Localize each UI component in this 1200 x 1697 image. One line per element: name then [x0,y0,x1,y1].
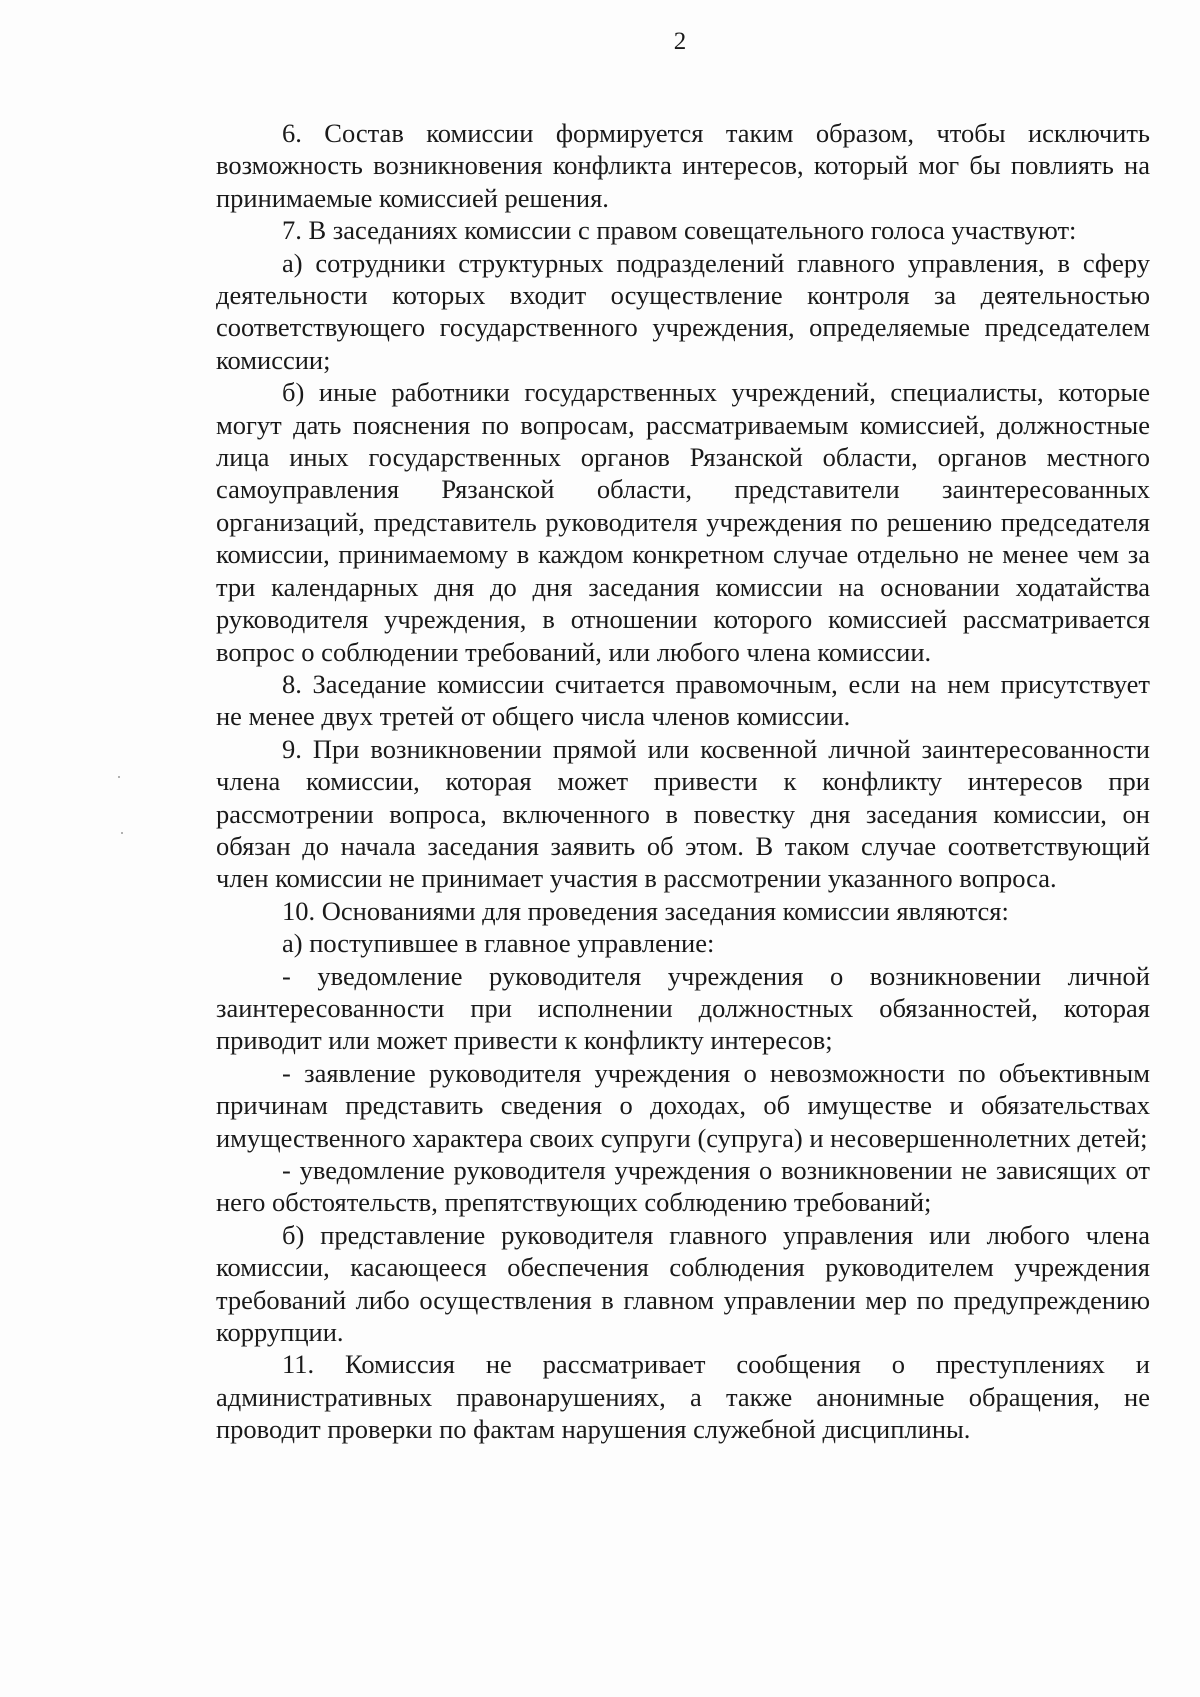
scan-speck [121,832,123,834]
paragraph-10a: а) поступившее в главное управление: [282,928,715,959]
paragraph-8: 8. Заседание комиссии считается правомочным, если на нем присутствует не менее двух третей от общего числа членов комиссии. [216,668,1150,732]
paragraph-7: 7. В заседаниях комиссии с правом совещательного голоса участвуют: [282,215,1077,246]
paragraph-9: 9. При возникновении прямой или косвенной личной заинтересованности члена комиссии, которая может привести к конфликту интересов при рассмотрении вопроса, включенного в повестку дня заседания комиссии, он обязан до начала заседания заявить об этом. В таком случае соответствующий член комиссии не принимает участия в рассмотрении указанного вопроса. [216,733,1150,894]
paragraph-11: 11. Комиссия не рассматривает сообщения о преступлениях и административных правонарушениях, а также анонимные обращения, не проводит проверки по фактам нарушения служебной дисциплины. [216,1349,1150,1445]
document-body [216,117,1150,1446]
paragraph-10: 10. Основаниями для проведения заседания комиссии являются: [282,895,1009,926]
paragraph-10a-item-2: - заявление руководителя учреждения о невозможности по объективным причинам представить сведения о доходах, об имуществе и обязательствах имущественного характера своих супруги (супруга) и несовершеннолетних детей; [216,1057,1150,1153]
paragraph-6: 6. Состав комиссии формируется таким образом, чтобы исключить возможность возникновения конфликта интересов, который мог бы повлиять на принимаемые комиссией решения. [216,118,1150,213]
paragraph-7a: а) сотрудники структурных подразделений главного управления, в сферу деятельности которых входит осуществление контроля за деятельностью соответствующего государственного учреждения, определяемые председателем комиссии; [216,247,1150,375]
paragraph-10b: б) представление руководителя главного управления или любого члена комиссии, касающееся обеспечения соблюдения руководителем учреждения требований либо осуществления в главном управлении мер по предупреждению коррупции. [216,1219,1150,1348]
paragraph-10a-item-1: - уведомление руководителя учреждения о возникновении личной заинтересованности при исполнении должностных обязанностей, которая приводит или может привести к конфликту интересов; [216,960,1150,1056]
paragraph-7b: б) иные работники государственных учреждений, специалисты, которые могут дать пояснения по вопросам, рассматриваемым комиссией, должностные лица иных государственных органов Рязанской области, органов местного самоуправления Рязанской области, представители заинтересованных организаций, представитель руководителя учреждения по решению председателя комиссии, принимаемому в каждом конкретном случае отдельно не менее чем за три календарных дня до дня заседания комиссии на основании ходатайства руководителя учреждения, в отношении которого комиссией рассматривается вопрос о соблюдении требований, или любого члена комиссии. [216,377,1150,667]
scan-speck [118,776,120,778]
page-number: 2 [673,28,687,55]
paragraph-10a-item-3: - уведомление руководителя учреждения о возникновении не зависящих от него обстоятельств, препятствующих соблюдению требований; [216,1155,1150,1218]
